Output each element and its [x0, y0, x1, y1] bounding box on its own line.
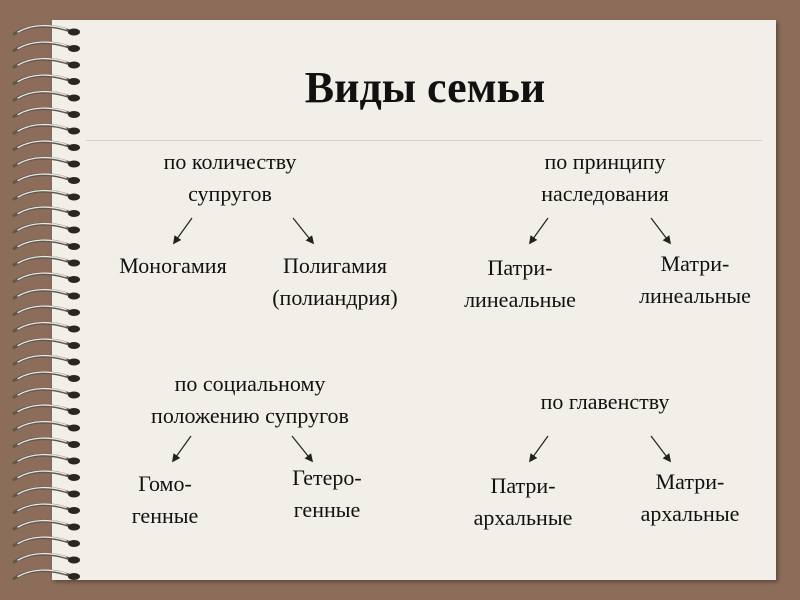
group-quantity-heading: по количеству супругов	[163, 149, 297, 206]
spiral-hole	[68, 293, 80, 300]
spiral-hole	[68, 491, 80, 498]
group-quantity-left: Моногамия	[119, 253, 227, 278]
spiral-hole	[68, 161, 80, 168]
spiral-hole	[68, 474, 80, 481]
spiral-hole	[68, 260, 80, 267]
spiral-hole	[68, 408, 80, 415]
spiral-hole	[68, 144, 80, 151]
spiral-hole	[68, 342, 80, 349]
title-divider	[86, 140, 762, 141]
spiral-hole	[68, 194, 80, 201]
spiral-hole	[68, 540, 80, 547]
spiral-hole	[68, 128, 80, 135]
spiral-hole	[68, 557, 80, 564]
group-social-right: Гетеро- генные	[292, 465, 362, 522]
spiral-hole	[68, 359, 80, 366]
group-inheritance-heading: по принципу наследования	[541, 149, 669, 206]
group-dominance-right: Матри- архальные	[640, 469, 740, 526]
group-quantity-right: Полигамия (полиандрия)	[272, 253, 398, 310]
spiral-hole	[68, 227, 80, 234]
spiral-hole	[68, 276, 80, 283]
spiral-hole	[68, 326, 80, 333]
spiral-hole	[68, 177, 80, 184]
spiral-hole	[68, 375, 80, 382]
group-social-heading: по социальному положению супругов	[151, 371, 349, 428]
spiral-hole	[68, 392, 80, 399]
spiral-hole	[68, 45, 80, 52]
spiral-hole	[68, 524, 80, 531]
group-dominance-heading: по главенству	[540, 389, 670, 414]
group-inheritance-left: Патри- линеальные	[464, 255, 576, 312]
spiral-hole	[68, 507, 80, 514]
spiral-hole	[68, 243, 80, 250]
group-dominance-left: Патри- архальные	[473, 473, 573, 530]
group-social-left: Гомо- генные	[131, 471, 199, 528]
spiral-hole	[68, 309, 80, 316]
group-inheritance-right: Матри- линеальные	[639, 251, 751, 308]
spiral-hole	[68, 425, 80, 432]
spiral-hole	[68, 458, 80, 465]
slide-title: Виды семьи	[304, 63, 546, 112]
spiral-hole	[68, 29, 80, 36]
spiral-hole	[68, 210, 80, 217]
spiral-hole	[68, 573, 80, 580]
spiral-hole	[68, 441, 80, 448]
